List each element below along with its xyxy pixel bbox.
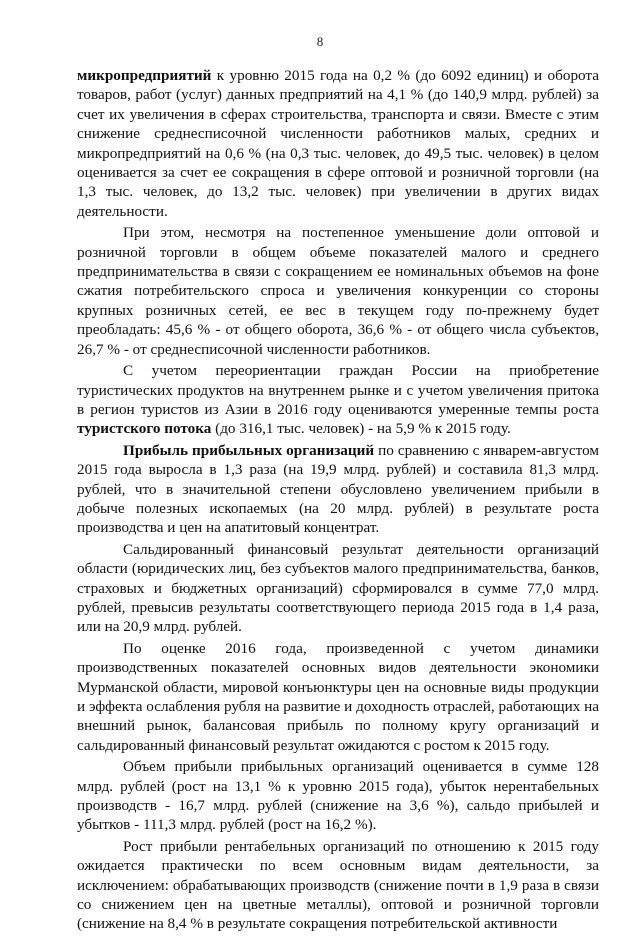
paragraph [77,223,599,359]
paragraph [77,441,599,538]
paragraph [77,361,599,439]
document-body [77,66,599,936]
paragraph [77,540,599,637]
bold-term: Прибыль прибыльных организаций [123,441,375,459]
text-run: к уровню 2015 года на 0,2 % (до 6092 единиц) и оборота товаров, работ (услуг) данных предприятий на 4,1 % (до 140,9 млрд. рублей) за счет их увеличения в сферах строительства, транспорта и связи. Вместе с этим снижение среднесписочной численности работников малых, средних и микропредприятий на 0,6 % (на 0,3 тыс. человек, до 49,5 тыс. человек) в целом оценивается за счет ее сокращения в сфере оптовой и розничной торговли (на 1,3 тыс. человек, до 13,2 тыс. человек) при увеличении в других видах деятельности. [77,67,599,220]
page-number: 8 [316,34,324,49]
text-run: Рост прибыли рентабельных организаций по отношению к 2015 году ожидается практически по всем основным видам деятельности, за исключением: обрабатывающих производств (снижение почти в 1,9 раза в связи со снижением цен на цветные металлы), оптовой и розничной торговли (снижение на 8,4 % в результате сокращения потребительской активности [77,837,599,933]
paragraph [77,837,599,934]
bold-term: туристского потока [77,420,212,438]
bold-term: микропредприятий [77,67,212,84]
text-run: По оценке 2016 года, произведенной с учетом динамики производственных показателей основных видов деятельности экономики Мурманской области, мировой конъюнктуры цен на основные виды продукции и эффекта ослабления рубля на развитие и доходность отраслей, работающих на внешний рынок, балансовая прибыль по полному кругу организаций и сальдированный финансовый результат ожидаются с ростом к 2015 году. [77,639,599,754]
text-run: (до 316,1 тыс. человек) - на 5,9 % к 2015 году. [211,420,511,438]
text-run: Сальдированный финансовый результат деятельности организаций области (юридических лиц, без субъектов малого предпринимательства, банков, страховых и бюджетных организаций) сформировался в сумме 77,0 млрд. рублей, превысив результаты соответствующего периода 2015 года в 1,4 раза, или на 20,9 млрд. рублей. [77,540,599,636]
text-run: С учетом переориентации граждан России на приобретение туристических продуктов на внутреннем рынке и с учетом увеличения притока в регион туристов из Азии в 2016 году оцениваются умеренные темпы роста [77,362,599,418]
text-run: При этом, несмотря на постепенное уменьшение доли оптовой и розничной торговли в общем объеме показателей малого и среднего предпринимательства в связи с сокращением ее номинальных объемов на фоне сжатия потребительского спроса и увеличения конкуренции со стороны крупных розничных сетей, ее вес в текущем году по-прежнему будет преобладать: 45,6 % - от общего оборота, 36,6 % - от общего числа субъектов, 26,7 % - от среднесписочной численности работников. [77,224,599,358]
paragraph [77,757,599,835]
paragraph [77,639,599,755]
text-run: по сравнению с январем-августом 2015 года выросла в 1,3 раза (на 19,9 млрд. рублей) и составила 81,3 млрд. рублей, что в значительной степени обусловлено увеличением прибыли в добыче полезных ископаемых (на 20 млрд. рублей) в результате роста производства и цен на апатитовый концентрат. [77,441,599,537]
text-run: Объем прибыли прибыльных организаций оценивается в сумме 128 млрд. рублей (рост на 13,1 % к уровню 2015 года), убыток нерентабельных производств - 16,7 млрд. рублей (снижение на 3,6 %), сальдо прибылей и убытков - 111,3 млрд. рублей (рост на 16,2 %). [77,758,599,834]
paragraph [77,66,599,221]
